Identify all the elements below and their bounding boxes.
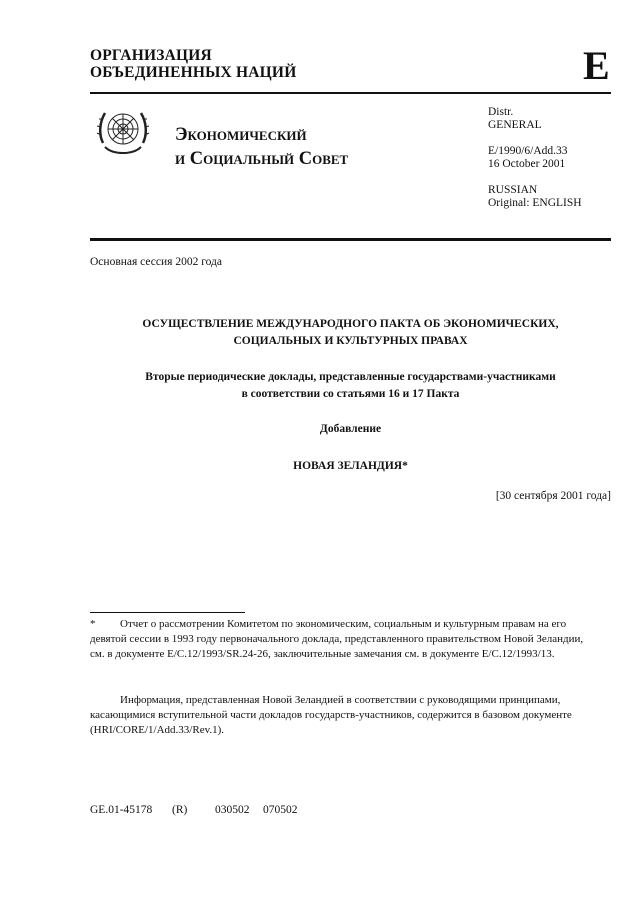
original-language: Original: ENGLISH [488, 197, 582, 209]
distr-value: GENERAL [488, 119, 542, 131]
job-number: GE.01-45178 [90, 804, 153, 816]
footnote-mark: * [90, 618, 96, 630]
footnote-paragraph-1 [90, 617, 600, 662]
symbol-block [488, 145, 568, 171]
subtitle-line2: в соответствии со статьями 16 и 17 Пакта [241, 388, 460, 400]
language-block [488, 184, 582, 210]
document-date: 16 October 2001 [488, 158, 566, 170]
organization-name-line2: ОБЪЕДИНЕННЫХ НАЦИЙ [90, 64, 297, 81]
council-name-line1: Экономический [175, 125, 307, 145]
un-emblem-icon [93, 105, 153, 161]
title-line2: СОЦИАЛЬНЫХ И КУЛЬТУРНЫХ ПРАВАХ [233, 335, 468, 347]
footer-date-1: 030502 [215, 804, 250, 816]
council-name [175, 123, 348, 171]
document-language-letter: E [583, 43, 610, 88]
document-symbol: E/1990/6/Add.33 [488, 145, 568, 157]
session-label: Основная сессия 2002 года [90, 256, 223, 268]
distr-label: Distr. [488, 106, 514, 118]
organization-name [90, 47, 296, 81]
document-subtitle [90, 369, 611, 403]
footer-date-2: 070502 [263, 804, 298, 816]
addendum-label: Добавление [319, 423, 382, 435]
document-footer [90, 804, 298, 816]
footnote-separator [90, 612, 245, 613]
subtitle-line1: Вторые периодические доклады, представленные государствами-участниками [145, 371, 556, 383]
footnote-text-1: Отчет о рассмотрении Комитетом по экономическим, социальным и культурным правам на его девятой сессии в 1993 году первоначального доклада, представленного правительством Новой Зеландии, см. в документе E/C.12/1993/SR.24-26, заключительные замечания см. в документе E/C.12/1993/13. [90, 618, 584, 660]
council-name-line2: и Социальный Совет [175, 149, 349, 169]
received-date: [30 сентября 2001 года] [495, 490, 611, 502]
footnote-text-2: Информация, представленная Новой Зеландией в соответствии с руководящими принципами, касающимися вступительной части докладов государств-участников, содержится в базовом документе (HRI/CORE/1/Add.33/Rev.1). [90, 694, 572, 736]
organization-name-line1: ОРГАНИЗАЦИЯ [90, 47, 212, 64]
language-code: (R) [172, 804, 188, 816]
distribution-block [488, 106, 542, 132]
document-language: RUSSIAN [488, 184, 538, 196]
header-rule-bottom [90, 238, 611, 241]
title-line1: ОСУЩЕСТВЛЕНИЕ МЕЖДУНАРОДНОГО ПАКТА ОБ ЭКОНОМИЧЕСКИХ, [142, 318, 559, 330]
header-rule-top [90, 92, 611, 94]
document-title [90, 316, 611, 350]
footnote-paragraph-2 [90, 693, 600, 738]
country-heading: НОВАЯ ЗЕЛАНДИЯ* [293, 460, 408, 472]
